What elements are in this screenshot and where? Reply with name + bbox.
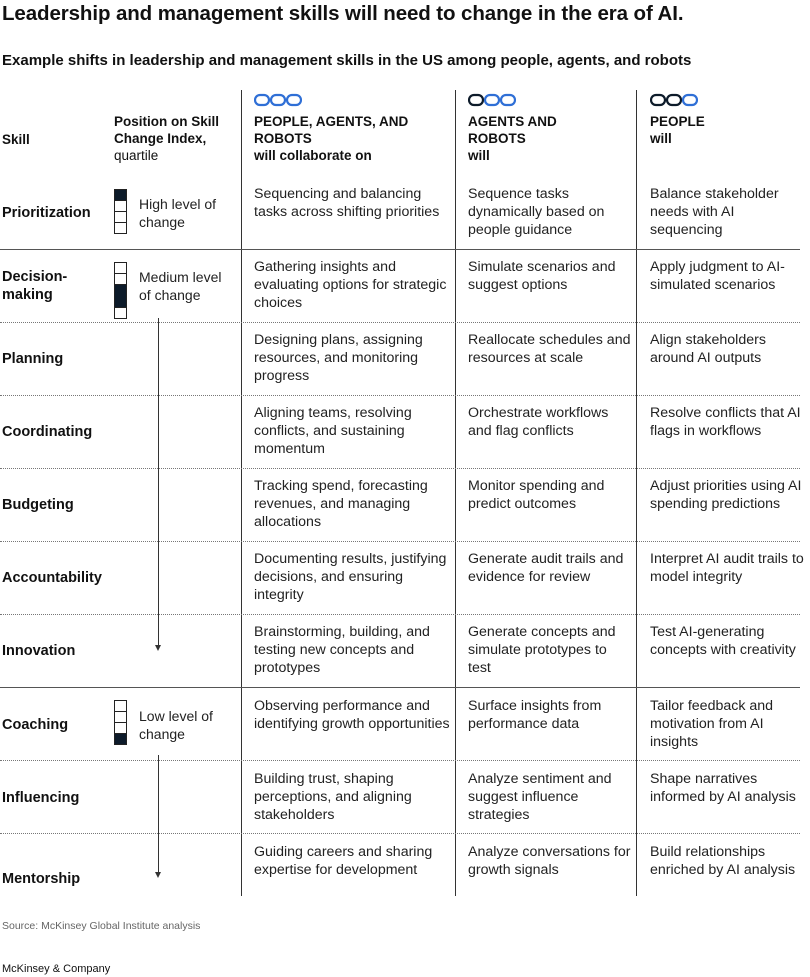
- cell-people: Test AI-generating concepts with creativity: [650, 624, 796, 658]
- chain-link-icon: [468, 93, 516, 107]
- down-arrow-line: [158, 755, 159, 873]
- cell-people: Adjust priorities using AI spending predictions: [650, 478, 802, 512]
- skill-name: Innovation: [2, 643, 76, 659]
- skill-name: Prioritization: [2, 205, 91, 221]
- cell-collaborate: Tracking spend, forecasting revenues, and managing allocations: [254, 478, 428, 530]
- cell-agents: Analyze conversations for growth signals: [468, 844, 631, 878]
- cell-collaborate: Documenting results, justifying decisions, and ensuring integrity: [254, 551, 447, 603]
- skill-name: Coordinating: [2, 424, 93, 440]
- cell-agents: Surface insights from performance data: [468, 698, 602, 732]
- down-arrow-icon: [155, 645, 161, 651]
- cell-agents: Reallocate schedules and resources at scale: [468, 332, 631, 366]
- row-divider: [0, 687, 800, 688]
- cell-agents: Analyze sentiment and suggest influence strategies: [468, 771, 612, 823]
- column-divider-3: [636, 90, 637, 896]
- row-divider: [0, 322, 800, 323]
- cell-people: Interpret AI audit trails to model integrity: [650, 551, 804, 585]
- cell-collaborate: Observing performance and identifying growth opportunities: [254, 698, 450, 732]
- row-divider: [0, 249, 800, 250]
- row-divider: [0, 614, 800, 615]
- quartile-indicator-high: [114, 190, 128, 234]
- cell-collaborate: Brainstorming, building, and testing new concepts and prototypes: [254, 624, 430, 676]
- cell-collaborate: Designing plans, assigning resources, and monitoring progress: [254, 332, 423, 384]
- cell-collaborate: Building trust, shaping perceptions, and aligning stakeholders: [254, 771, 412, 823]
- row-divider: [0, 833, 800, 834]
- row-divider: [0, 468, 800, 469]
- row-divider: [0, 541, 800, 542]
- header-col1: PEOPLE, AGENTS, AND ROBOTS will collaborate on: [254, 114, 409, 163]
- chain-link-icon: [650, 93, 698, 107]
- skill-name: Decision- making: [2, 269, 68, 303]
- skill-name: Accountability: [2, 570, 102, 586]
- header-position: Position on Skill Change Index, quartile: [114, 114, 220, 163]
- column-divider-1: [241, 90, 242, 896]
- skill-name: Coaching: [2, 717, 69, 733]
- cell-collaborate: Guiding careers and sharing expertise for development: [254, 844, 433, 878]
- header-col2: AGENTS AND ROBOTS will: [468, 114, 557, 163]
- cell-people: Balance stakeholder needs with AI sequencing: [650, 186, 779, 238]
- skill-name: Planning: [2, 351, 64, 367]
- chain-link-icon: [254, 93, 302, 107]
- header-col3: PEOPLE will: [650, 114, 705, 146]
- quartile-label-medium: Medium level of change: [139, 269, 222, 303]
- cell-people: Tailor feedback and motivation from AI insights: [650, 698, 774, 750]
- cell-agents: Simulate scenarios and suggest options: [468, 259, 616, 293]
- skill-name: Influencing: [2, 790, 80, 806]
- down-arrow-line: [158, 318, 159, 646]
- skill-name: Mentorship: [2, 871, 81, 887]
- cell-collaborate: Sequencing and balancing tasks across shifting priorities: [254, 186, 440, 220]
- cell-agents: Generate concepts and simulate prototypes to test: [468, 624, 616, 676]
- cell-people: Align stakeholders around AI outputs: [650, 332, 766, 366]
- cell-people: Shape narratives informed by AI analysis: [650, 771, 796, 805]
- cell-agents: Sequence tasks dynamically based on people guidance: [468, 186, 605, 238]
- cell-people: Build relationships enriched by AI analysis: [650, 844, 796, 878]
- quartile-indicator-medium: [114, 263, 128, 319]
- row-divider: [0, 760, 800, 761]
- column-divider-2: [455, 90, 456, 896]
- page-subtitle: Example shifts in leadership and management skills in the US among people, agents, and robots: [2, 52, 692, 69]
- header-skill: Skill: [2, 132, 30, 147]
- cell-collaborate: Gathering insights and evaluating options for strategic choices: [254, 259, 447, 311]
- cell-collaborate: Aligning teams, resolving conflicts, and sustaining momentum: [254, 405, 412, 457]
- page-title: Leadership and management skills will need to change in the era of AI.: [2, 2, 684, 25]
- source-note: Source: McKinsey Global Institute analysis: [2, 920, 201, 932]
- cell-agents: Monitor spending and predict outcomes: [468, 478, 605, 512]
- cell-agents: Generate audit trails and evidence for review: [468, 551, 624, 585]
- skill-name: Budgeting: [2, 497, 74, 513]
- cell-people: Apply judgment to AI-simulated scenarios: [650, 259, 785, 293]
- row-divider: [0, 395, 800, 396]
- brand-logo: McKinsey & Company: [2, 963, 111, 975]
- down-arrow-icon: [155, 872, 161, 878]
- quartile-indicator-low: [114, 701, 128, 745]
- cell-people: Resolve conflicts that AI flags in workflows: [650, 405, 801, 439]
- quartile-label-low: Low level of change: [139, 708, 213, 742]
- quartile-label-high: High level of change: [139, 196, 217, 230]
- cell-agents: Orchestrate workflows and flag conflicts: [468, 405, 609, 439]
